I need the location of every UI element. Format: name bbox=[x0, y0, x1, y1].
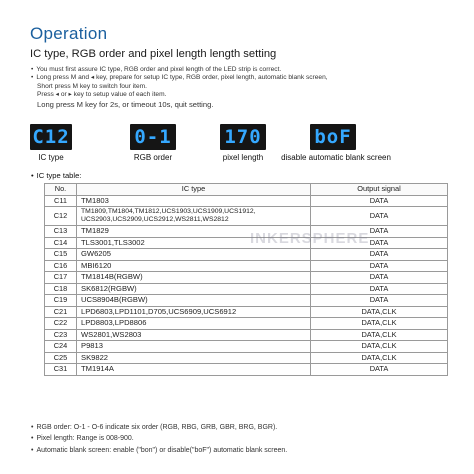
section-subtitle: IC type, RGB order and pixel length length setting bbox=[30, 48, 277, 60]
cell-no: C16 bbox=[45, 260, 77, 272]
table-row bbox=[45, 329, 448, 341]
instruction-line: Long press M key for 2s, or timeout 10s, quit setting. bbox=[37, 99, 214, 109]
ic-type-text: TM1809,TM1804,TM1812,UCS1903,UCS1909,UCS1912, bbox=[81, 207, 256, 215]
instructions bbox=[31, 66, 451, 109]
cell-ic-type bbox=[77, 249, 311, 261]
table-row bbox=[45, 341, 448, 353]
cell-ic-type bbox=[77, 341, 311, 353]
display-label: IC type bbox=[38, 153, 64, 162]
cell-no: C18 bbox=[45, 283, 77, 295]
ic-type-text: TM1803 bbox=[81, 195, 109, 205]
cell-no: C22 bbox=[45, 318, 77, 330]
footer-notes bbox=[31, 422, 461, 456]
footer-line: • Pixel length: Range is 008-900. bbox=[31, 433, 461, 444]
cell-no: C19 bbox=[45, 295, 77, 307]
table-row bbox=[45, 226, 448, 238]
ic-type-text: MBI6120 bbox=[81, 260, 112, 270]
cell-no: C14 bbox=[45, 237, 77, 249]
table-row bbox=[45, 306, 448, 318]
cell-output-signal: DATA bbox=[311, 295, 448, 307]
cell-output-signal: DATA bbox=[311, 260, 448, 272]
cell-output-signal: DATA,CLK bbox=[311, 341, 448, 353]
cell-ic-type bbox=[77, 352, 311, 364]
table-row bbox=[45, 352, 448, 364]
cell-ic-type bbox=[77, 195, 311, 207]
display-label: pixel length bbox=[222, 153, 264, 162]
cell-output-signal: DATA,CLK bbox=[311, 352, 448, 364]
ic-type-text: LPD6803,LPD1101,D705,UCS6909,UCS6912 bbox=[81, 306, 237, 316]
column-header-no: No. bbox=[45, 184, 77, 196]
cell-ic-type bbox=[77, 306, 311, 318]
table-title: • IC type table: bbox=[31, 171, 81, 180]
footer-line: • RGB order: O-1 - O-6 indicate six order (RGB, RBG, GRB, GBR, BRG, BGR). bbox=[31, 422, 461, 433]
ic-type-text: SK6812(RGBW) bbox=[81, 283, 137, 293]
ic-type-text: UCS8904B(RGBW) bbox=[81, 295, 148, 305]
cell-no: C11 bbox=[45, 195, 77, 207]
ic-type-text: TLS3001,TLS3002 bbox=[81, 237, 145, 247]
page-title: Operation bbox=[30, 24, 108, 43]
table-row bbox=[45, 195, 448, 207]
cell-output-signal: DATA,CLK bbox=[311, 306, 448, 318]
cell-no: C17 bbox=[45, 272, 77, 284]
led-display-pixel-length: 170 bbox=[220, 124, 266, 150]
table-row bbox=[45, 295, 448, 307]
ic-type-text: TM1914A bbox=[81, 364, 114, 374]
display-label: disable automatic blank screen bbox=[281, 153, 391, 162]
cell-output-signal: DATA bbox=[311, 207, 448, 226]
cell-ic-type bbox=[77, 295, 311, 307]
display-examples bbox=[30, 124, 460, 166]
cell-no: C21 bbox=[45, 306, 77, 318]
ic-type-text: UCS2903,UCS2909,UCS2912,WS2811,WS2812 bbox=[81, 216, 229, 223]
table-row bbox=[45, 260, 448, 272]
cell-ic-type bbox=[77, 272, 311, 284]
ic-type-text: TM1814B(RGBW) bbox=[81, 272, 143, 282]
cell-output-signal: DATA bbox=[311, 237, 448, 249]
cell-no: C25 bbox=[45, 352, 77, 364]
cell-ic-type bbox=[77, 283, 311, 295]
cell-output-signal: DATA bbox=[311, 226, 448, 238]
ic-type-text: LPD8803,LPD8806 bbox=[81, 318, 147, 328]
instruction-line: • You must first assure IC type, RGB order and pixel length of the LED strip is correct. bbox=[31, 66, 451, 74]
ic-type-text: WS2801,WS2803 bbox=[81, 329, 142, 339]
column-header-ic-type: IC type bbox=[77, 184, 311, 196]
cell-output-signal: DATA,CLK bbox=[311, 329, 448, 341]
table-row bbox=[45, 207, 448, 226]
cell-output-signal: DATA bbox=[311, 249, 448, 261]
cell-no: C23 bbox=[45, 329, 77, 341]
cell-ic-type bbox=[77, 318, 311, 330]
ic-type-text: P9813 bbox=[81, 341, 103, 351]
cell-output-signal: DATA,CLK bbox=[311, 318, 448, 330]
led-display-rgb-order: 0-1 bbox=[130, 124, 176, 150]
ic-type-text: TM1829 bbox=[81, 226, 109, 236]
cell-no: C24 bbox=[45, 341, 77, 353]
column-header-output-signal: Output signal bbox=[311, 184, 448, 196]
ic-type-table bbox=[44, 183, 448, 376]
led-display-blank-screen: boF bbox=[310, 124, 356, 150]
table-row bbox=[45, 249, 448, 261]
table-row bbox=[45, 364, 448, 376]
ic-type-text: GW6205 bbox=[81, 249, 111, 259]
cell-output-signal: DATA bbox=[311, 364, 448, 376]
instruction-line: Press ◂ or ▸ key to setup value of each item. bbox=[37, 91, 167, 99]
footer-line: • Automatic blank screen: enable ("bon") or disable("boF") automatic blank screen. bbox=[31, 445, 461, 456]
table-row bbox=[45, 272, 448, 284]
cell-output-signal: DATA bbox=[311, 195, 448, 207]
cell-ic-type bbox=[77, 329, 311, 341]
cell-output-signal: DATA bbox=[311, 272, 448, 284]
led-display-ic-type: C12 bbox=[30, 124, 72, 150]
cell-no: C13 bbox=[45, 226, 77, 238]
table-header-row bbox=[45, 184, 448, 196]
table-row bbox=[45, 283, 448, 295]
cell-no: C15 bbox=[45, 249, 77, 261]
table-body bbox=[45, 195, 448, 375]
table-row bbox=[45, 237, 448, 249]
cell-ic-type bbox=[77, 207, 311, 226]
cell-ic-type bbox=[77, 260, 311, 272]
ic-type-text: SK9822 bbox=[81, 352, 109, 362]
display-label: RGB order bbox=[133, 153, 173, 162]
instruction-line: • Long press M and ◂ key, prepare for setup IC type, RGB order, pixel length, automatic blank screen, bbox=[31, 74, 451, 82]
cell-no: C31 bbox=[45, 364, 77, 376]
table-row bbox=[45, 318, 448, 330]
cell-no: C12 bbox=[45, 207, 77, 226]
instruction-line: Short press M key to switch four item. bbox=[37, 82, 147, 90]
cell-output-signal: DATA bbox=[311, 283, 448, 295]
cell-ic-type bbox=[77, 364, 311, 376]
watermark: INKERSPHERE bbox=[250, 230, 370, 247]
